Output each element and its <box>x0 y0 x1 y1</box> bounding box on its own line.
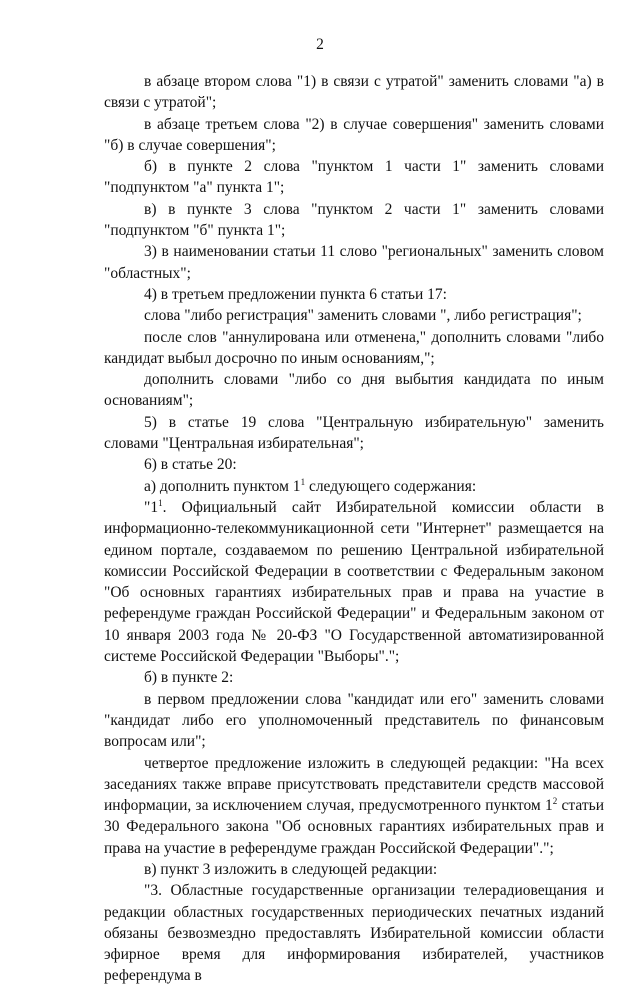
paragraph: слова "либо регистрация" заменить словами ", либо регистрация"; <box>144 307 582 325</box>
paragraph: 3) в наименовании статьи 11 слово "региональных" заменить словом "областных"; <box>104 243 604 282</box>
paragraph: б) в пункте 2: <box>144 669 234 687</box>
paragraph <box>104 476 604 497</box>
paragraph: в абзаце третьем слова "2) в случае совершения" заменить словами "б) в случае совершения"; <box>104 115 604 154</box>
paragraph: в абзаце втором слова "1) в связи с утратой" заменить словами "а) в связи с утратой"; <box>104 73 604 112</box>
superscript: 1 <box>300 476 306 487</box>
paragraph: дополнить словами "либо со дня выбытия кандидата по иным основаниям"; <box>104 371 604 410</box>
paragraph: "3. Областные государственные организации телерадиовещания и редакции областных государственных периодических печатных изданий обязаны безвозмездно предоставлять Избирательной комиссии области эфирное время для информирования избирателей, участников референдума в <box>104 882 604 985</box>
paragraph: после слов "аннулирована или отменена," дополнить словами "либо кандидат выбыл досрочно по иным основаниям,"; <box>104 328 604 367</box>
text-segment: следующего содержания: <box>305 477 477 495</box>
paragraph: в) в пункте 3 слова "пунктом 2 части 1" заменить словами "подпунктом "б" пункта 1"; <box>104 200 604 240</box>
superscript: 1 <box>158 497 163 508</box>
paragraph: 4) в третьем предложении пункта 6 статьи 17: <box>144 285 447 303</box>
paragraph <box>104 497 604 667</box>
paragraph: 6) в статье 20: <box>144 456 237 474</box>
text-segment: "1 <box>144 498 159 516</box>
paragraph: б) в пункте 2 слова "пунктом 1 части 1" заменить словами "подпунктом "а" пункта 1"; <box>104 158 604 197</box>
text-segment: статьи 30 Федерального закона "Об основных гарантиях избирательных прав и права на участие в референдуме граждан Российской Федерации"."; <box>104 797 604 857</box>
text-segment: а) дополнить пунктом 1 <box>144 477 301 495</box>
paragraph: 5) в статье 19 слова "Центральную избирательную" заменить словами "Центральная избирательная"; <box>104 413 604 453</box>
text-segment: . Официальный сайт Избирательной комиссии области в информационно-телекоммуникационной сети "Интернет" размещается на едином портале, создаваемом по решению Центральной избирательной комиссии Российской Федерации в соответствии с Федеральным законом "Об основных гарантиях избирательных прав и права на участие в референдуме граждан Российской Федерации" и Федеральным законом от 10 января 2003 года № 20-ФЗ "О Государственной автоматизированной системе Российской Федерации "Выборы"."; <box>104 498 604 666</box>
page-number: 2 <box>316 36 324 53</box>
document-body <box>104 71 604 987</box>
paragraph <box>104 753 604 859</box>
paragraph: в) пункт 3 изложить в следующей редакции: <box>144 860 438 878</box>
paragraph: в первом предложении слова "кандидат или его" заменить словами "кандидат либо его уполномоченный представитель по финансовым вопросам или"; <box>104 690 604 751</box>
superscript: 2 <box>552 796 558 807</box>
text-segment: четвертое предложение изложить в следующей редакции: "На всех заседаниях также вправе присутствовать представители средств массовой информации, за исключением случая, предусмотренного пунктом 1 <box>104 754 604 815</box>
